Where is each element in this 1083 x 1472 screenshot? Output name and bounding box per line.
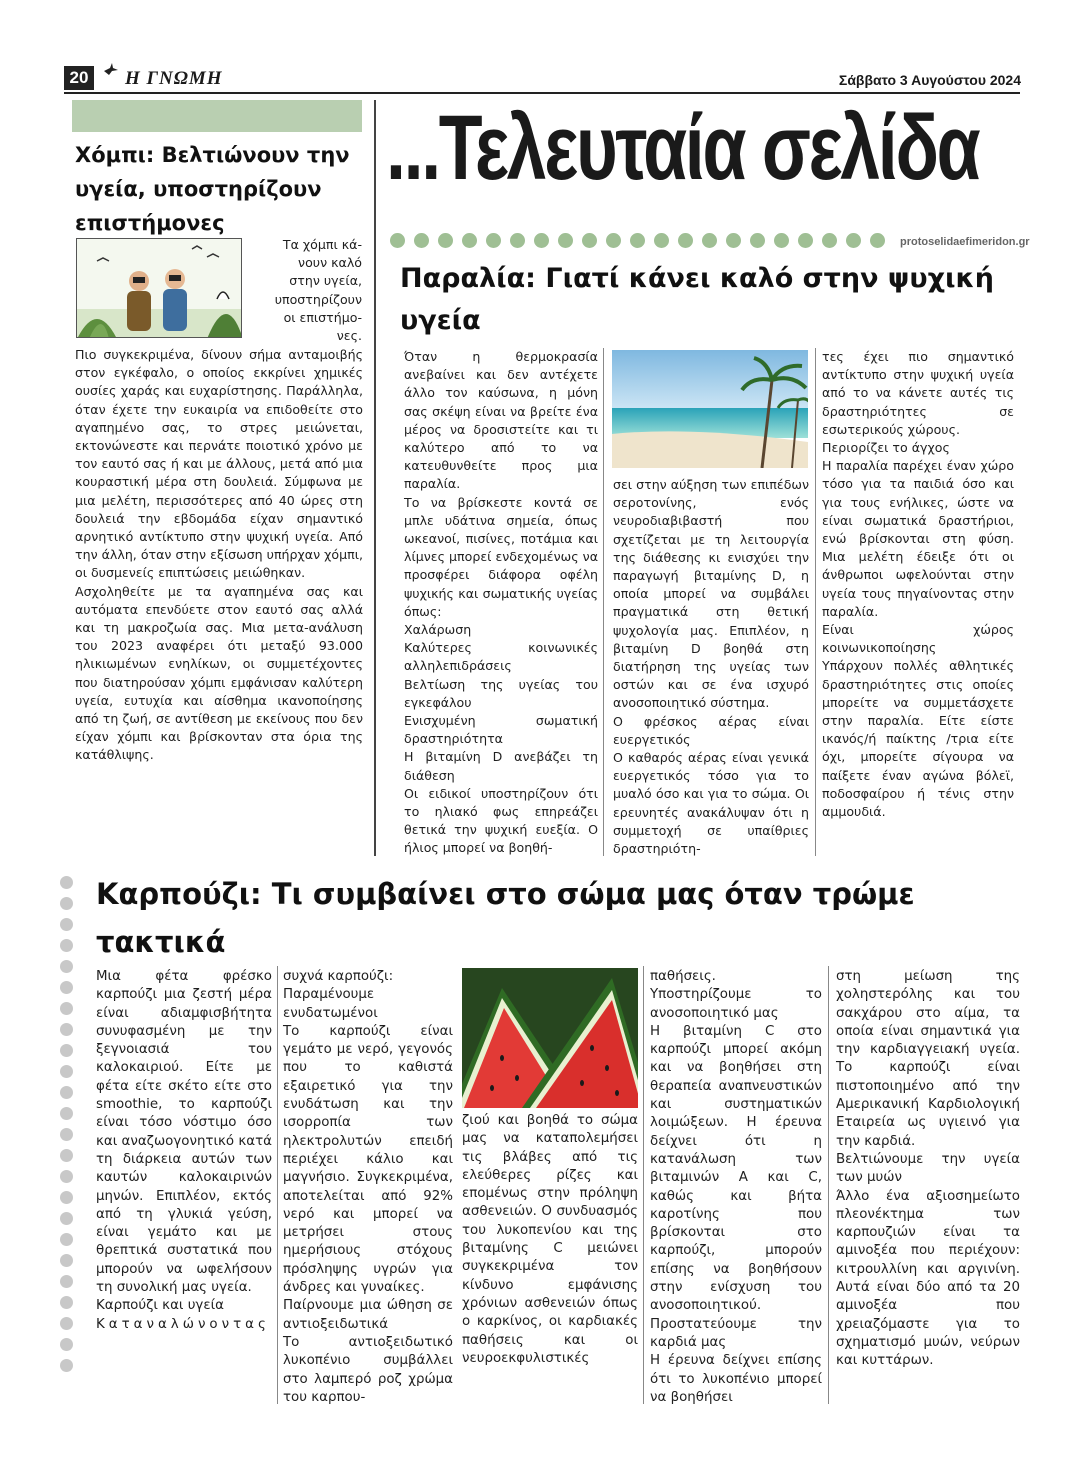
decorative-film-strip	[60, 876, 74, 1396]
beach-column-3	[822, 348, 1014, 821]
beach-column-1	[404, 348, 598, 858]
list-item: Ενισχυμένη σωματική δραστηριότητα	[404, 713, 598, 747]
paragraph: Το να βρίσκεστε κοντά σε μπλε υδάτινα σημεία, όπως ωκεανοί, πισίνες, ποτάμια και λίμνες μπορεί ενδεχομένως να προσφέρει διάφορα οφέλη ψυχικής και σωματικής υγείας όπως:	[404, 494, 598, 619]
paragraph: παθήσεις.	[650, 969, 716, 984]
paragraph: σει στην αύξηση των επιπέδων σεροτονίνης, ενός νευροδιαβιβαστή που σχετίζεται με τη λειτουργία της διάθεσης κι ενισχύει την παραγωγή βιταμίνης D, η οποία μπορεί να συμβάλει πραγματικά στη θετική ψυχολογία μας. Επιπλέον, η βιταμίνη D βοηθά στη διατήρηση της υγείας των οστών και σε ένα ισχυρό ανοσοποιητικό σύστημα.	[613, 477, 809, 711]
paragraph: συχνά καρπούζι:	[283, 969, 394, 984]
subheading: Παραμένουμε ενυδατωμένοι	[283, 987, 378, 1021]
birdwatching-illustration	[76, 238, 242, 338]
column-rule	[828, 966, 829, 1404]
paragraph: Η έρευνα δείχνει επίσης ότι το λυκοπένιο μπορεί να βοηθήσει	[650, 1353, 822, 1405]
column-rule	[603, 348, 604, 856]
column-rule	[374, 100, 376, 856]
subheading: Προστατεύουμε την καρδιά μας	[650, 1316, 822, 1350]
decorative-dot-row	[390, 233, 910, 249]
hobby-article-body	[75, 346, 363, 765]
melon-column-5	[836, 968, 1020, 1371]
paragraph: Υπάρχουν πολλές αθλητικές δραστηριότητες στις οποίες μπορείτε να συμμετάσχετε στην παραλία. Είτε είστε ικανός/ή παίκτης /τρια είτε όχι, μπορείτε σίγουρα να παίξετε έναν αγώνα βόλεϊ, ποδοσφαίρου ή τένις στην αμμουδιά.	[822, 658, 1014, 820]
column-rule	[815, 348, 816, 856]
page-number: 20	[64, 66, 94, 90]
beach-article-title: Παραλία: Γιατί κάνει καλό στην ψυχική υγεία	[400, 263, 994, 336]
paragraph: τες έχει πιο σημαντικό αντίκτυπο στην ψυχική υγεία από το να κάνετε αυτές τις δραστηριότητες σε εσωτερικούς χώρους.	[822, 349, 1014, 437]
list-item: Βελτίωση της υγείας του εγκεφάλου	[404, 676, 598, 710]
subheading: Παίρνουμε μια ώθηση σε αντιοξειδωτικά	[283, 1298, 453, 1332]
subheading: Βελτιώνουμε την υγεία των μυών	[836, 1151, 1020, 1186]
hobby-intro-line: νουν καλό	[298, 255, 362, 271]
hobby-intro	[250, 236, 362, 345]
issue-date: Σάββατο 3 Αυγούστου 2024	[838, 72, 1021, 88]
hobby-intro-line: Τα χόμπι κά-	[282, 237, 362, 252]
paragraph: Η παραλία παρέχει έναν χώρο τόσο για τα παιδιά όσο και για τους ενήλικες, ώστε να είναι σωματικά δραστήριοι, ενώ βρίσκονται στη φύση. Μια μελέτη έδειξε ότι οι άνθρωποι ωφελούνται στην υγεία τους πηγαίνοντας στην παραλία.	[822, 458, 1014, 619]
column-rule	[643, 966, 644, 1404]
hobby-article-title: Χόμπι: Βελτιώνουν την υγεία, υποστηρίζουν επιστήμονες	[75, 143, 350, 235]
paragraph: Όταν η θερμοκρασία ανεβαίνει και δεν αντέχετε άλλο τον καύσωνα, η μόνη σας σκέψη είναι να βρείτε ένα μέρος να δροσιστείτε και τι καλύτερο από το να κατευθυνθείτε προς μια παραλία.	[404, 349, 598, 492]
beach-column-2	[613, 476, 809, 858]
hobby-intro-line: οι επιστήμο-	[283, 309, 362, 325]
paragraph: Καταναλώνοντας	[96, 1316, 270, 1332]
melon-column-3	[462, 1112, 638, 1368]
melon-column-2	[283, 968, 453, 1407]
melon-article-title: Καρπούζι: Τι συμβαίνει στο σώμα μας όταν τρώμε τακτικά	[96, 877, 915, 959]
subheading: Υποστηρίζουμε το ανοσοποιητικό μας	[650, 987, 822, 1021]
paragraph: Οι ειδικοί υποστηρίζουν ότι το ηλιακό φως επηρεάζει θετικά την ψυχική ευεξία. Ο ήλιος μπορεί να βοηθή-	[404, 785, 598, 856]
list-item: Χαλάρωση	[404, 622, 472, 638]
paragraph: Το καρπούζι είναι γεμάτο με νερό, γεγονός που το καθιστά εξαιρετικό για την ενυδάτωση και την ισορροπία των ηλεκτρολυτών επειδή περιέχει κάλιο και μαγνήσιο. Συγκεκριμένα, αποτελείται από 92% νερό και μπορεί να μετρήσει στους ημερήσιους στόχους πρόσληψης υγρών για άνδρες και γυναίκες.	[283, 1023, 453, 1296]
paragraph: Πιο συγκεκριμένα, δίνουν σήμα ανταμοιβής στον εγκέφαλο, ο οποίος εκκρίνει χημικές ουσίες χαράς και ευχαρίστησης. Παράλληλα, όταν έχετε την ευκαιρία να επιδοθείτε στο αγαπημένο σας, το στρες μειώνεται, εκτονώνεστε και περνάτε ποιοτικό χρόνο με τον εαυτό σας ή και με άλλους, μετά από μια κουραστική μέρα στη δουλειά. Σύμφωνα με μια μελέτη, περισσότερες από 40 ώρες στη δουλειά την εβδομάδα είχαν σημαντικό αρνητικό αντίκτυπο στην ψυχική υγεία. Από την άλλη, όταν στην εξίσωση υπήρχαν χόμπι, οι δυσμενείς επιπτώσεις μειώθηκαν.	[75, 347, 363, 581]
hobby-intro-line: νες.	[336, 328, 362, 344]
subheading: Καρπούζι και υγεία	[96, 1298, 224, 1314]
bird-icon	[103, 62, 119, 80]
paper-name: Η ΓΝΩΜΗ	[125, 68, 223, 89]
melon-column-4	[650, 968, 822, 1407]
subheading: Η βιταμίνη D ανεβάζει τη διάθεση	[404, 749, 598, 783]
masthead-rule	[64, 92, 1020, 94]
subheading: Περιορίζει το άγχος	[822, 440, 950, 456]
list-item: Καλύτερες κοινωνικές αλληλεπιδράσεις	[404, 640, 598, 674]
section-band	[72, 100, 362, 132]
melon-column-1	[96, 968, 272, 1334]
paragraph: ζιού και βοηθά το σώμα μας να καταπολεμήσει τις βλάβες από τις ελεύθερες ρίζες και επομένως στην πρόληψη ασθενειών. Ο συνδυασμός του λυκοπενίου και της βιταμίνης C μειώνει συγκεκριμένα τον κίνδυνο εμφάνισης χρόνιων ασθενειών όπως ο καρκίνος, οι καρδιακές παθήσεις και οι νευροεκφυλιστικές	[462, 1113, 638, 1366]
subheading: Είναι χώρος κοινωνικοποίησης	[822, 622, 1014, 656]
paragraph: Άλλο ένα αξιοσημείωτο πλεονέκτημα των καρπουζιών είναι τα αμινοξέα που περιέχουν: κιτρουλλίνη και αργινίνη. Αυτά είναι δύο από τα 20 αμινοξέα που χρειαζόμαστε για το σχηματισμό μυών, νεύρων και κυττάρων.	[836, 1188, 1020, 1369]
watermark: protoselidaefimeridon.gr	[900, 236, 1030, 248]
hobby-intro-line: υποστηρίζουν	[274, 291, 362, 307]
section-title: ...Τελευταία σελίδα	[386, 97, 979, 199]
tropical-beach-photo	[612, 350, 808, 468]
paragraph: Ο καθαρός αέρας είναι γενικά ευεργετικός τόσο για το μυαλό όσο και για το σώμα. Οι ερευνητές ανακάλυψαν ότι η συμμετοχή σε υπαίθριες δραστηριότη-	[613, 750, 809, 857]
paragraph: Το αντιοξειδωτικό λυκοπένιο συμβάλλει στο λαμπερό ροζ χρώμα του καρπου-	[283, 1334, 453, 1405]
paragraph: Ασχοληθείτε με τα αγαπημένα σας και αυτόματα επενδύετε στον εαυτό σας αλλά και τη μακροζωία σας. Μια μετα-ανάλυση του 2023 αναφέρει ότι μεταξύ 93.000 ηλικιωμένων ενηλίκων, οι συμμετέχοντες που διατηρούσαν χόμπι εμφάνισαν καλύτερη υγεία, ευτυχία και αίσθημα ικανοποίησης από τη ζωή, σε αντίθεση με εκείνους που δεν είχαν χόμπι και βρίσκονταν στα όρια της κατάθλιψης.	[75, 583, 363, 763]
paragraph: Η βιταμίνη C στο καρπούζι μπορεί ακόμη και να βοηθήσει στη θεραπεία αναπνευστικών και συστηματικών λοιμώξεων. Η έρευνα δείχνει ότι η κατανάλωση των βιταμινών A και C, καθώς και βήτα καροτίνης που βρίσκονται στο καρπούζι, μπορούν επίσης να βοηθήσουν στην ενίσχυση του ανοσοποιητικού.	[650, 1023, 822, 1314]
column-rule	[277, 966, 278, 1404]
watermelon-slices-photo	[462, 968, 638, 1108]
paragraph: Μια φέτα φρέσκο καρπούζι μια ζεστή μέρα είναι αδιαμφισβήτητα συνυφασμένη με την ξεγνοιασιά του καλοκαιριού. Είτε με φέτα είτε σκέτο είτε στο smoothie, το καρπούζι είναι τόσο νόστιμο όσο και αναζωογονητικό κατά τη διάρκεια αυτών των καυτών καλοκαιρινών μηνών. Επιπλέον, εκτός από τη γλυκιά γεύση, είναι γεμάτο και με θρεπτικά συστατικά που μπορούν να ωφελήσουν τη συνολική μας υγεία.	[96, 969, 272, 1296]
subheading: Ο φρέσκος αέρας είναι ευεργετικός	[613, 713, 809, 747]
paragraph: στη μείωση της χοληστερόλης και του σακχάρου στο αίμα, τα οποία είναι σημαντικά για την καρδιαγγειακή υγεία. Το καρπούζι είναι πιστοποιημένο από την Αμερικανική Καρδιολογική Εταιρεία ως υγιεινό για την καρδιά.	[836, 969, 1020, 1149]
hobby-intro-line: στην υγεία,	[289, 273, 362, 289]
